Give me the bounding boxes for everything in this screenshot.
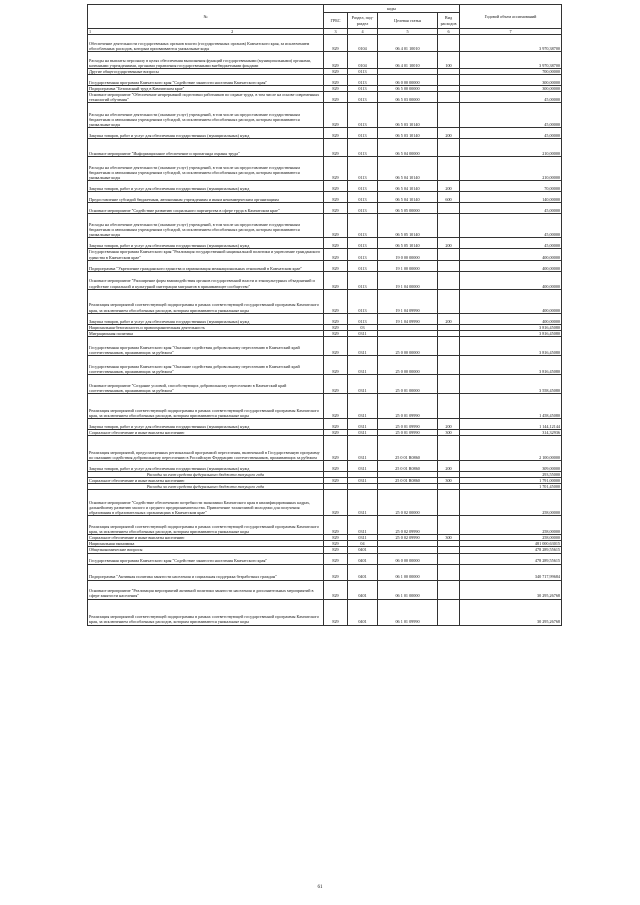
row-target-article: 06 0 00 00000	[378, 75, 438, 86]
row-target-article: 06 1 00 00000	[378, 564, 438, 580]
row-name: Государственная программа Камчатского края "Оказание содействия добровольному переселению в Камчатский край соотечественников, проживающих за рубежом"	[88, 336, 324, 355]
row-name: Обеспечение деятельности государственных органов власти (государственных органов) Камчатского края, за исключением обособленных расходов, которым присваиваются уникальные коды	[88, 35, 324, 52]
row-expense-type: 200	[438, 460, 460, 471]
row-grbs: 829	[324, 535, 348, 541]
table-row	[88, 553, 562, 564]
row-expense-type	[438, 553, 460, 564]
row-target-article: 06 4 01 10010	[378, 52, 438, 69]
row-section: 0311	[348, 330, 378, 336]
row-grbs: 829	[324, 52, 348, 69]
row-expense-type	[438, 336, 460, 355]
row-name: Реализация мероприятий соответствующей подпрограммы в рамках соответствующей государственной программы Камчатского края, за исключением обособленных расходов, которым присваиваются уникальные коды	[88, 289, 324, 313]
row-name: Закупка товаров, работ и услуг для обеспечения государственных (муниципальных) нужд	[88, 181, 324, 192]
row-name: Социальное обеспечение и иные выплаты населению	[88, 535, 324, 541]
colnum-1: 1	[89, 29, 92, 34]
table-row	[88, 52, 562, 69]
row-amount: 3 816,45080	[460, 330, 562, 336]
table-row	[88, 289, 562, 313]
row-section: 0104	[348, 35, 378, 52]
row-name: Миграционная политика	[88, 330, 324, 336]
row-target-article: 19 1 04 09990	[378, 313, 438, 324]
row-target-article: 19 1 00 00000	[378, 260, 438, 271]
row-grbs: 829	[324, 192, 348, 203]
table-row	[88, 203, 562, 214]
row-amount: 481 000,63015	[460, 541, 562, 547]
row-amount: 300,00000	[460, 86, 562, 92]
row-amount: 30 295,26768	[460, 599, 562, 625]
row-amount: 258,00000	[460, 535, 562, 541]
table-row	[88, 260, 562, 271]
row-name: Закупка товаров, работ и услуг для обеспечения государственных (муниципальных) нужд	[88, 128, 324, 139]
row-expense-type	[438, 203, 460, 214]
row-amount: 210,00000	[460, 139, 562, 157]
table-row	[88, 599, 562, 625]
row-amount: 3 816,45080	[460, 336, 562, 355]
row-name: Основное мероприятие "Расширение форм взаимодействия органов государственной власти и этнокультурных объединений и содействие социальной и культурной интеграции мигрантов в принимающее сообщество"	[88, 271, 324, 289]
row-name: Подпрограмма "Активная политика занятости населения и социальная поддержка безработных граждан"	[88, 564, 324, 580]
row-section: 0113	[348, 86, 378, 92]
row-name: Закупка товаров, работ и услуг для обеспечения государственных (муниципальных) нужд	[88, 460, 324, 471]
row-section: 0113	[348, 69, 378, 75]
table-row	[88, 271, 562, 289]
row-grbs: 829	[324, 478, 348, 484]
row-name: Закупка товаров, работ и услуг для обеспечения государственных (муниципальных) нужд	[88, 418, 324, 429]
row-section: 0311	[348, 535, 378, 541]
row-section: 0113	[348, 271, 378, 289]
row-target-article: 25 0 02 09990	[378, 516, 438, 535]
row-expense-type	[438, 271, 460, 289]
row-name: Реализация мероприятий, предусмотренных региональной программой переселения, включенной в Государственную программу по оказанию содействия добровольному переселению в Российскую Федерацию соотечественников, проживающих за рубежом	[88, 435, 324, 460]
table-row	[88, 564, 562, 580]
row-amount: 3 816,45080	[460, 355, 562, 374]
row-target-article: 06 5 05 00000	[378, 203, 438, 214]
row-grbs: 829	[324, 313, 348, 324]
table-row	[88, 92, 562, 103]
row-target-article: 06 5 03 10140	[378, 128, 438, 139]
row-section: 0311	[348, 516, 378, 535]
row-amount: 3 558,45080	[460, 374, 562, 393]
row-amount: 140,00000	[460, 192, 562, 203]
colnum-cell: 5	[378, 29, 438, 35]
row-section: 0401	[348, 547, 378, 553]
row-target-article: 06 5 05 10140	[378, 238, 438, 249]
row-name: Реализация мероприятий соответствующей подпрограммы в рамках соответствующей государственной программы Камчатского края, за исключением обособленных расходов, которым присваиваются уникальные коды	[88, 516, 324, 535]
row-name: Расходы на обеспечение деятельности (оказание услуг) учреждений, в том числе на предоставление государственным бюджетным и автономным учреждениям субсидий, за исключением обособленных расходов, которым присваиваются уникальные коды	[88, 214, 324, 238]
table-row	[88, 238, 562, 249]
row-section: 0311	[348, 336, 378, 355]
row-target-article: 25 0 01 R0860	[378, 478, 438, 484]
row-amount: 314,32936	[460, 429, 562, 435]
row-name: Подпрограмма "Безопасный труд в Камчатском крае"	[88, 86, 324, 92]
table-row	[88, 336, 562, 355]
row-grbs: 829	[324, 75, 348, 86]
row-target-article: 25 0 01 00000	[378, 374, 438, 393]
row-grbs: 829	[324, 547, 348, 553]
row-name: Государственная программа Камчатского края "Оказание содействия добровольному переселению в Камчатский край соотечественников, проживающих за рубежом"	[88, 355, 324, 374]
row-grbs: 829	[324, 103, 348, 128]
row-grbs: 829	[324, 249, 348, 260]
header-codes: коды	[324, 5, 460, 13]
row-amount: 45,00000	[460, 128, 562, 139]
row-grbs: 829	[324, 69, 348, 75]
row-expense-type: 600	[438, 192, 460, 203]
header-grbs: ГРБС	[324, 13, 348, 29]
row-grbs: 829	[324, 490, 348, 516]
row-name: Социальное обеспечение и иные выплаты населению	[88, 429, 324, 435]
row-target-article: 06 5 03 00000	[378, 92, 438, 103]
row-expense-type: 200	[438, 128, 460, 139]
row-grbs: 829	[324, 92, 348, 103]
row-section: 0311	[348, 355, 378, 374]
row-amount: 3 970,38700	[460, 52, 562, 69]
row-section: 0311	[348, 393, 378, 418]
table-row	[88, 35, 562, 52]
row-expense-type: 200	[438, 181, 460, 192]
row-amount: 3 970,38700	[460, 35, 562, 52]
row-section: 0311	[348, 490, 378, 516]
row-grbs: 829	[324, 429, 348, 435]
row-grbs: 829	[324, 564, 348, 580]
row-grbs: 829	[324, 289, 348, 313]
table-row	[88, 249, 562, 260]
row-section: 0113	[348, 238, 378, 249]
row-name: Государственная программа Камчатского края "Содействие занятости населения Камчатского края"	[88, 75, 324, 86]
row-amount: 478 289,55615	[460, 547, 562, 553]
row-grbs: 829	[324, 271, 348, 289]
row-section: 0113	[348, 103, 378, 128]
row-name: Национальная экономика	[88, 541, 324, 547]
row-amount: 293,55000	[460, 471, 562, 477]
row-section: 03	[348, 324, 378, 330]
row-grbs: 829	[324, 128, 348, 139]
row-section: 0113	[348, 260, 378, 271]
table-row	[88, 75, 562, 86]
row-grbs: 829	[324, 214, 348, 238]
row-section: 0113	[348, 203, 378, 214]
row-expense-type: 300	[438, 478, 460, 484]
row-name: Реализация мероприятий соответствующей подпрограммы в рамках соответствующей государственной программы Камчатского края, за исключением обособленных расходов, которым присваиваются уникальные коды	[88, 393, 324, 418]
table-row	[88, 516, 562, 535]
row-section: 0113	[348, 75, 378, 86]
row-target-article: 25 0 00 00000	[378, 336, 438, 355]
row-name: Основное мероприятие "Создание условий, способствующих добровольному переселению в Камчатский край соотечественников, проживающих за рубежом"	[88, 374, 324, 393]
row-name: Другие общегосударственные вопросы	[88, 69, 324, 75]
row-name: Закупка товаров, работ и услуг для обеспечения государственных (муниципальных) нужд	[88, 313, 324, 324]
row-section: 0311	[348, 418, 378, 429]
row-target-article: 25 0 00 00000	[378, 355, 438, 374]
colnum-cell: 4	[348, 29, 378, 35]
row-section: 0113	[348, 139, 378, 157]
row-target-article: 06 5 04 10140	[378, 181, 438, 192]
row-expense-type	[438, 564, 460, 580]
row-grbs: 829	[324, 238, 348, 249]
page-number: 61	[317, 885, 323, 890]
row-target-article: 06 4 01 10010	[378, 35, 438, 52]
row-amount: 45,00000	[460, 238, 562, 249]
row-amount: 30 295,26768	[460, 580, 562, 599]
header-target-article: Целевая статья	[378, 13, 438, 29]
table-row	[88, 181, 562, 192]
row-target-article: 06 5 03 10140	[378, 103, 438, 128]
row-section: 0113	[348, 181, 378, 192]
row-section: 0401	[348, 564, 378, 580]
row-target-article: 06 5 05 10140	[378, 214, 438, 238]
row-name: Расходы на выплаты персоналу в целях обеспечения выполнения функций государственными (муниципальными) органами, казенными учреждениями, органами управления государственными внебюджетными фондами	[88, 52, 324, 69]
row-expense-type: 100	[438, 52, 460, 69]
row-target-article: 06 5 04 00000	[378, 139, 438, 157]
row-grbs: 829	[324, 157, 348, 181]
row-section: 0401	[348, 553, 378, 564]
row-amount: 1 701,45000	[460, 484, 562, 490]
row-section: 04	[348, 541, 378, 547]
colnum-2: 2	[231, 29, 234, 34]
row-section: 0311	[348, 478, 378, 484]
row-target-article: 25 0 01 R0860	[378, 460, 438, 471]
table-row	[88, 374, 562, 393]
row-grbs: 829	[324, 599, 348, 625]
row-grbs: 829	[324, 580, 348, 599]
row-expense-type	[438, 103, 460, 128]
row-name: Государственная программа Камчатского края "Реализация государственной национальной политики и укрепление гражданского единства в Камчатском крае"	[88, 249, 324, 260]
row-expense-type	[438, 393, 460, 418]
row-section: 0311	[348, 435, 378, 460]
row-section: 0113	[348, 313, 378, 324]
row-name: Расходы на обеспечение деятельности (оказание услуг) учреждений, в том числе на предоставление государственным бюджетным и автономным учреждениям субсидий, за исключением обособленных расходов, которым присваиваются уникальные коды	[88, 103, 324, 128]
row-grbs: 829	[324, 336, 348, 355]
row-expense-type	[438, 157, 460, 181]
row-name: Общеэкономические вопросы	[88, 547, 324, 553]
row-expense-type	[438, 214, 460, 238]
row-amount: 400,00000	[460, 260, 562, 271]
row-target-article: 25 0 02 00000	[378, 490, 438, 516]
row-amount: 258,00000	[460, 490, 562, 516]
row-name: Основное мероприятие "Реализация мероприятий активной политики занятости населения и дополнительных мероприятий в сфере занятости населения"	[88, 580, 324, 599]
header-number: №	[88, 5, 324, 29]
row-grbs: 829	[324, 553, 348, 564]
row-amount: 258,00000	[460, 516, 562, 535]
row-name: Реализация мероприятий соответствующей подпрограммы в рамках соответствующей государственной программы Камчатского края, за исключением обособленных расходов, которым присваиваются уникальные коды	[88, 599, 324, 625]
row-expense-type	[438, 260, 460, 271]
row-expense-type	[438, 75, 460, 86]
row-expense-type	[438, 355, 460, 374]
row-grbs: 829	[324, 181, 348, 192]
row-expense-type	[438, 289, 460, 313]
row-name: Основное мероприятие "Информационное обеспечение и пропаганда охраны труда"	[88, 139, 324, 157]
budget-table-sheet	[87, 4, 561, 626]
row-target-article: 19 1 04 09990	[378, 289, 438, 313]
row-expense-type	[438, 139, 460, 157]
row-section: 0113	[348, 192, 378, 203]
row-grbs: 829	[324, 35, 348, 52]
row-section: 0104	[348, 52, 378, 69]
row-section: 0113	[348, 289, 378, 313]
table-row	[88, 355, 562, 374]
row-amount: 400,00000	[460, 249, 562, 260]
row-expense-type	[438, 92, 460, 103]
row-grbs: 829	[324, 516, 348, 535]
row-name: Расходы за счет средств федерального бюджета текущего года	[88, 484, 324, 490]
row-name: Предоставление субсидий бюджетным, автономным учреждениям и иным некоммерческим организациям	[88, 192, 324, 203]
row-grbs: 829	[324, 374, 348, 393]
row-amount: 210,00000	[460, 157, 562, 181]
row-section: 0113	[348, 157, 378, 181]
row-amount: 45,00000	[460, 92, 562, 103]
row-amount: 1 458,45080	[460, 393, 562, 418]
table-row	[88, 214, 562, 238]
row-amount: 400,00000	[460, 289, 562, 313]
row-expense-type	[438, 35, 460, 52]
row-grbs: 829	[324, 139, 348, 157]
row-expense-type	[438, 580, 460, 599]
row-expense-type	[438, 374, 460, 393]
row-name: Социальное обеспечение и иные выплаты населению	[88, 478, 324, 484]
row-expense-type	[438, 599, 460, 625]
row-section: 0113	[348, 214, 378, 238]
table-row	[88, 157, 562, 181]
row-expense-type: 200	[438, 418, 460, 429]
row-section: 0311	[348, 460, 378, 471]
colnum-cell: 6	[438, 29, 460, 35]
table-row	[88, 460, 562, 471]
row-grbs: 829	[324, 355, 348, 374]
row-expense-type	[438, 249, 460, 260]
row-name: Государственная программа Камчатского края "Содействие занятости населения Камчатского края"	[88, 553, 324, 564]
row-expense-type	[438, 490, 460, 516]
row-amount: 1 791,00000	[460, 478, 562, 484]
row-amount: 400,00000	[460, 271, 562, 289]
header-expense-type: Вид расходов	[438, 13, 460, 29]
row-amount: 45,00000	[460, 203, 562, 214]
row-grbs: 829	[324, 541, 348, 547]
row-expense-type: 300	[438, 429, 460, 435]
table-row	[88, 103, 562, 128]
row-name: Основное мероприятие "Содействие обеспечению потребности экономики Камчатского края в квалифицированных кадрах, дальнейшему развитию малого и среднего предпринимательства. Привлечение талантливой молодежи для получения образования в образовательных организациях в Камчатском крае"	[88, 490, 324, 516]
row-name: Расходы на обеспечение деятельности (оказание услуг) учреждений, в том числе на предоставление государственным бюджетным и автономным учреждениям субсидий, за исключением обособленных расходов, которым присваиваются уникальные коды	[88, 157, 324, 181]
row-target-article: 25 0 01 09990	[378, 429, 438, 435]
row-target-article: 19 1 04 00000	[378, 271, 438, 289]
row-section: 0113	[348, 249, 378, 260]
row-amount: 2 100,00000	[460, 435, 562, 460]
row-name: Основное мероприятие "Обеспечение непрерывной подготовки работников по охране труда, в том числе на основе современных технологий обучения"	[88, 92, 324, 103]
row-name: Национальная безопасность и правоохранительная деятельность	[88, 324, 324, 330]
row-target-article: 06 1 01 09990	[378, 599, 438, 625]
table-body	[88, 35, 562, 625]
row-amount: 300,00000	[460, 75, 562, 86]
row-target-article: 19 0 00 00000	[378, 249, 438, 260]
row-section: 0113	[348, 92, 378, 103]
row-amount: 309,00000	[460, 460, 562, 471]
row-expense-type	[438, 435, 460, 460]
row-expense-type: 300	[438, 535, 460, 541]
row-name: Основное мероприятие "Содействие развитию социального партнерства в сфере труда в Камчатском крае"	[88, 203, 324, 214]
table-row	[88, 128, 562, 139]
row-target-article: 06 1 01 00000	[378, 580, 438, 599]
row-grbs: 829	[324, 330, 348, 336]
table-row	[88, 418, 562, 429]
header-section: Раздел, под- раздел	[348, 13, 378, 29]
table-row	[88, 393, 562, 418]
row-target-article: 25 0 01 R0860	[378, 435, 438, 460]
row-grbs: 829	[324, 324, 348, 330]
row-target-article: 25 0 01 09990	[378, 393, 438, 418]
table-row	[88, 580, 562, 599]
row-expense-type: 200	[438, 238, 460, 249]
row-amount: 70,00000	[460, 181, 562, 192]
row-grbs: 829	[324, 203, 348, 214]
row-section: 0401	[348, 580, 378, 599]
row-grbs: 829	[324, 435, 348, 460]
row-grbs: 829	[324, 393, 348, 418]
row-amount: 340 717,99684	[460, 564, 562, 580]
row-target-article: 25 0 01 09990	[378, 418, 438, 429]
row-section: 0401	[348, 599, 378, 625]
colnum-cell: 3	[324, 29, 348, 35]
row-target-article: 06 0 00 00000	[378, 553, 438, 564]
colnum-cell: 7	[460, 29, 562, 35]
row-amount: 45,00000	[460, 214, 562, 238]
table-row	[88, 490, 562, 516]
row-name: Расходы за счет средств федерального бюджета текущего года	[88, 471, 324, 477]
row-section: 0311	[348, 429, 378, 435]
row-expense-type: 200	[438, 313, 460, 324]
row-grbs: 829	[324, 460, 348, 471]
row-target-article: 06 5 04 10140	[378, 192, 438, 203]
row-amount: 400,00000	[460, 313, 562, 324]
header-amount: Годовой объем ассигнований	[460, 5, 562, 29]
table-row	[88, 435, 562, 460]
budget-table	[87, 4, 562, 626]
row-expense-type	[438, 516, 460, 535]
row-name: Подпрограмма "Укрепление гражданского единства и гармонизация межнациональных отношений в Камчатском крае"	[88, 260, 324, 271]
table-row	[88, 313, 562, 324]
row-amount: 45,00000	[460, 103, 562, 128]
row-name: Закупка товаров, работ и услуг для обеспечения государственных (муниципальных) нужд	[88, 238, 324, 249]
row-section: 0113	[348, 128, 378, 139]
row-target-article: 06 5 04 10140	[378, 157, 438, 181]
table-row	[88, 192, 562, 203]
row-amount: 1 144,12144	[460, 418, 562, 429]
row-section: 0311	[348, 374, 378, 393]
row-target-article: 06 5 00 00000	[378, 86, 438, 92]
table-row	[88, 139, 562, 157]
row-grbs: 829	[324, 418, 348, 429]
row-amount: 3 816,45080	[460, 324, 562, 330]
row-grbs: 829	[324, 260, 348, 271]
row-amount: 478 289,55615	[460, 553, 562, 564]
row-grbs: 829	[324, 86, 348, 92]
row-target-article: 25 0 02 09990	[378, 535, 438, 541]
row-amount: 700,00000	[460, 69, 562, 75]
